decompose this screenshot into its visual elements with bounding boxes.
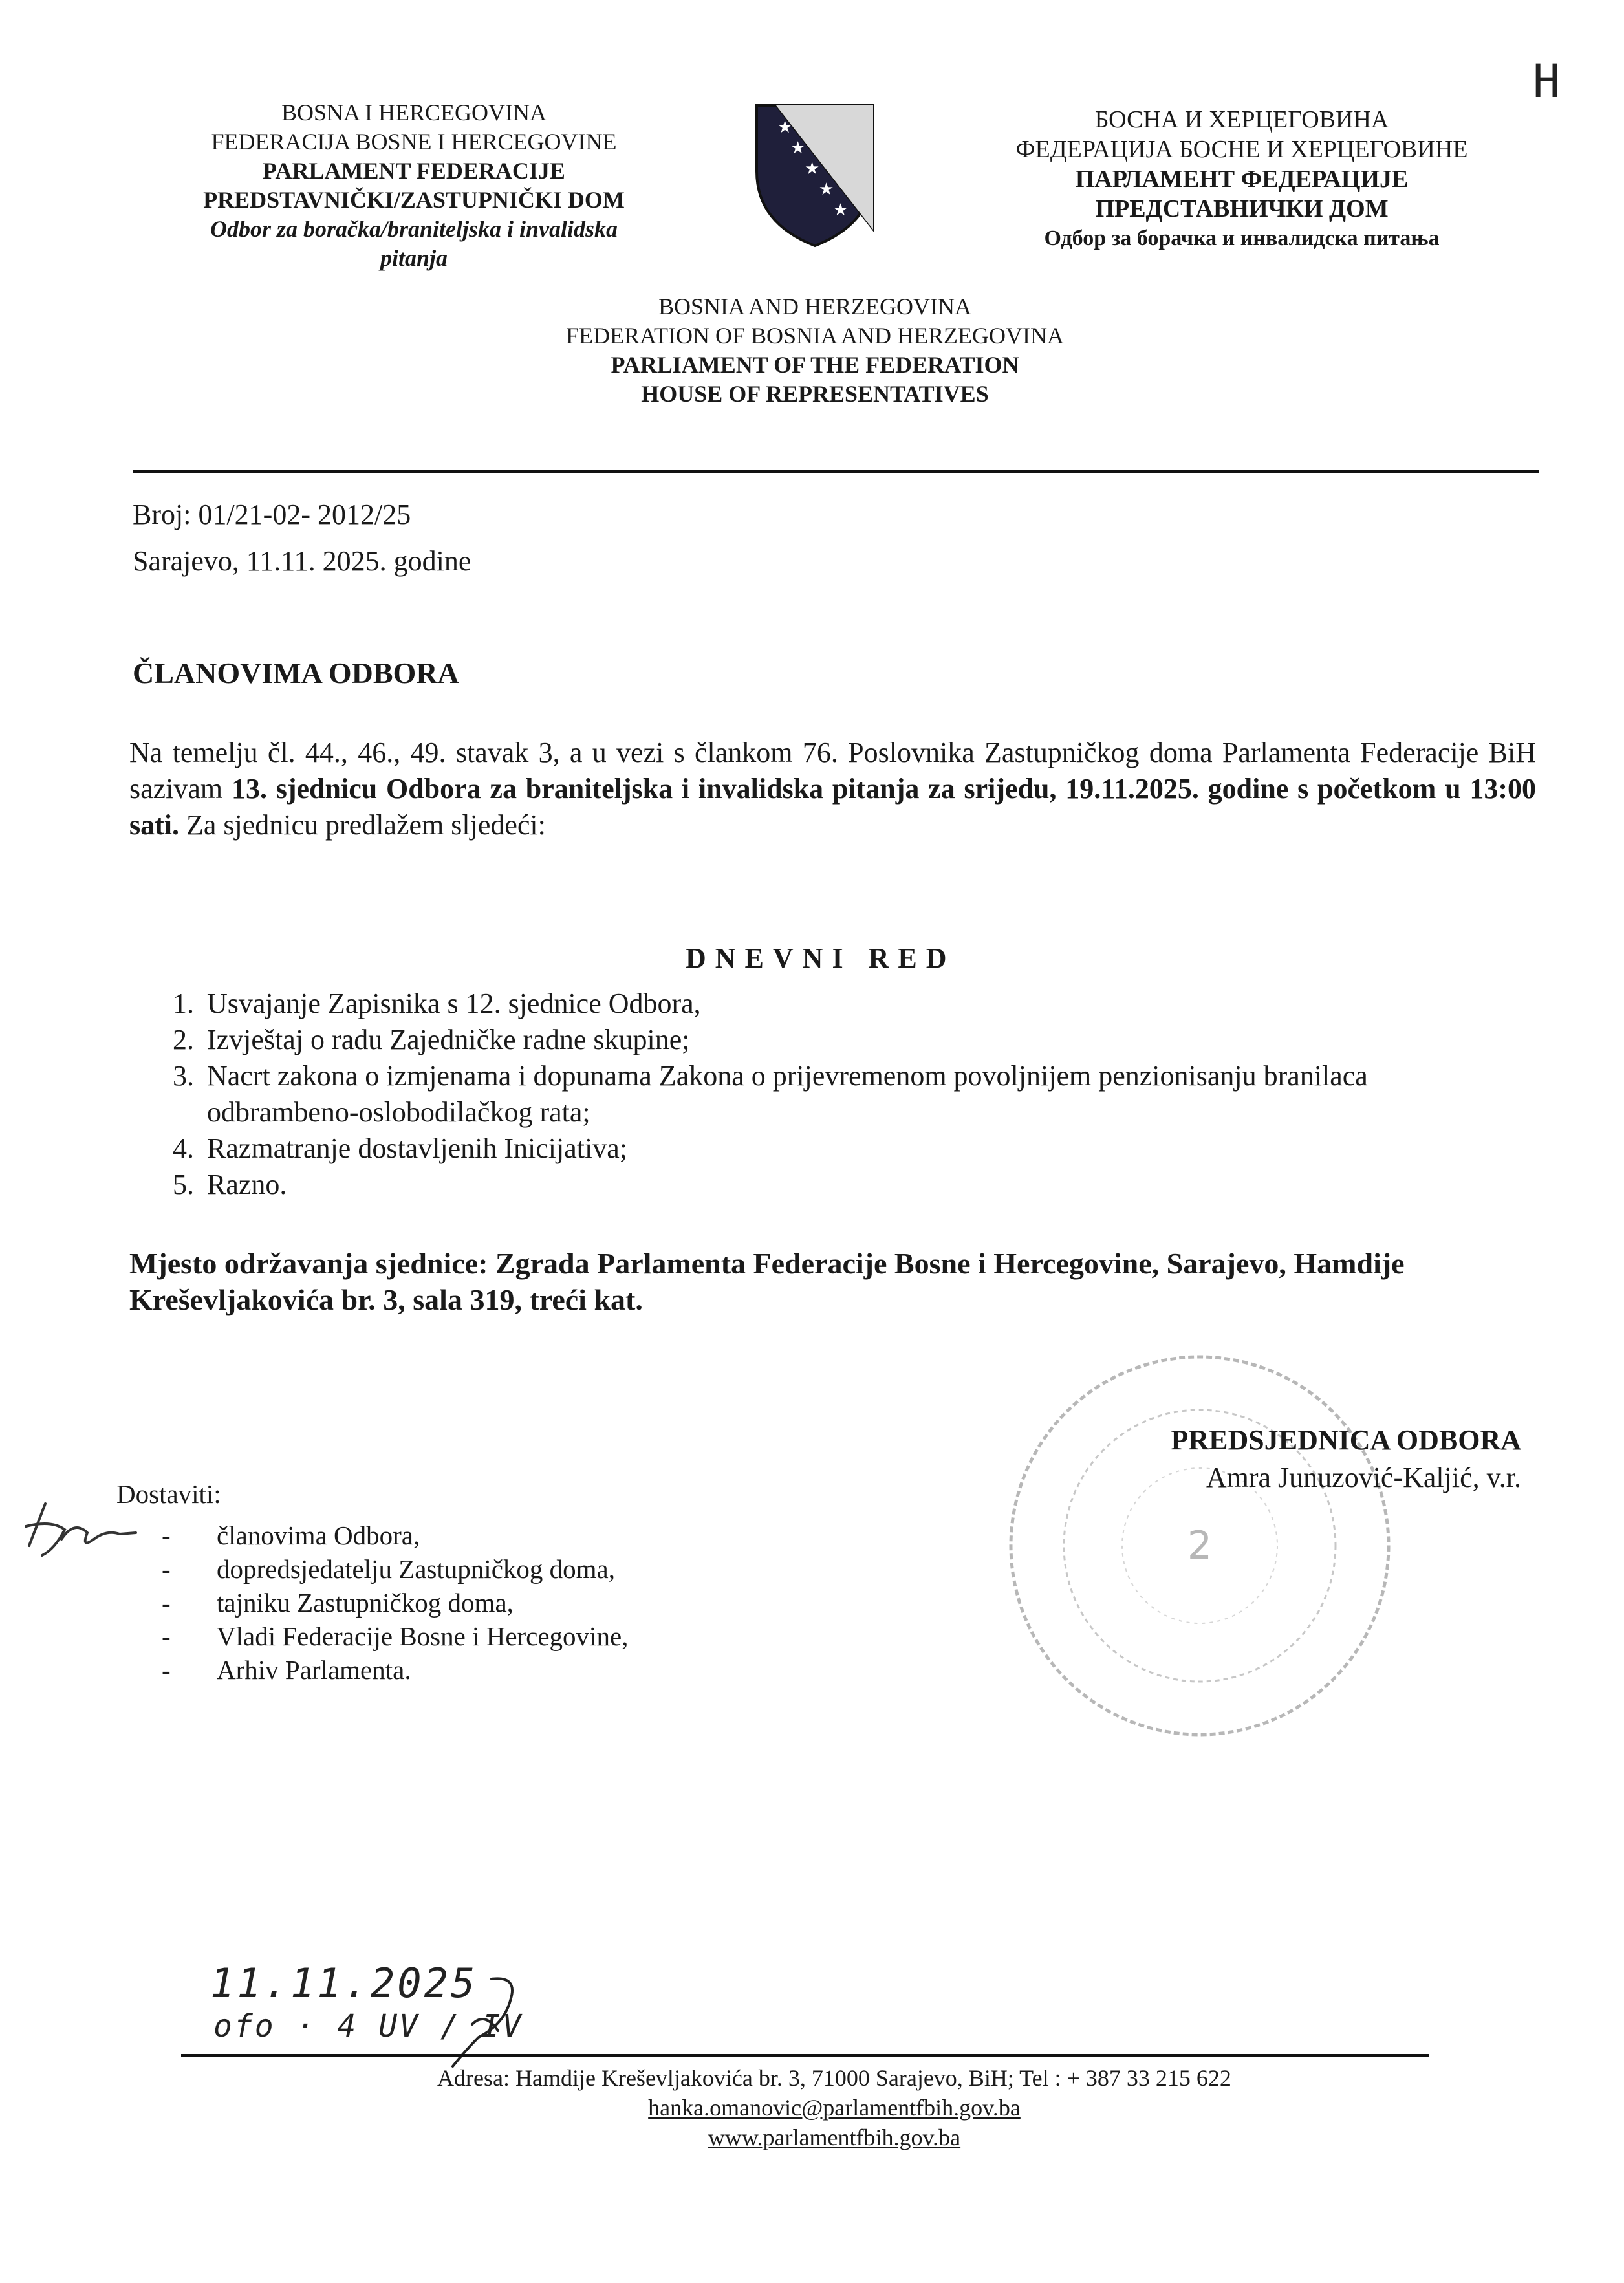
agenda-item <box>155 1058 1526 1131</box>
header-cyrillic-line2: ФЕДЕРАЦИЈА БОСНЕ И ХЕРЦЕГОВИНЕ <box>1015 136 1468 163</box>
agenda-item <box>155 1167 1526 1203</box>
agenda-heading: DNEVNI RED <box>686 942 956 974</box>
distribution-dash: - <box>162 1588 171 1618</box>
distribution-dash: - <box>162 1621 171 1651</box>
intro-paragraph <box>129 735 1536 843</box>
coat-of-arms-icon <box>750 100 880 249</box>
header-english-line2: FEDERATION OF BOSNIA AND HERZEGOVINA <box>565 323 1064 349</box>
distribution-item-text: tajniku Zastupničkog doma, <box>217 1588 514 1618</box>
agenda-item-number: 5. <box>173 1169 194 1200</box>
document-number: Broj: 01/21-02- 2012/25 <box>133 499 411 530</box>
agenda-item-number: 3. <box>173 1060 194 1092</box>
agenda-item-text: Izvještaj o radu Zajedničke radne skupine; <box>207 1024 690 1055</box>
distribution-item-text: Arhiv Parlamenta. <box>217 1655 411 1685</box>
document-date: Sarajevo, 11.11. 2025. godine <box>133 545 471 577</box>
signature-role: PREDSJEDNICA ODBORA <box>1171 1424 1521 1456</box>
handwritten-date: 11.11.2025 <box>210 1960 478 2007</box>
footer-divider <box>181 2054 1429 2057</box>
footer-address: Adresa: Hamdije Kreševljakovića br. 3, 71000 Sarajevo, BiH; Tel : + 387 33 215 622 <box>437 2065 1231 2091</box>
distribution-item <box>162 1653 744 1687</box>
distribution-item <box>162 1619 744 1653</box>
agenda-item-text: Razno. <box>207 1169 287 1200</box>
distribution-item <box>162 1586 744 1619</box>
svg-text:★: ★ <box>833 200 849 220</box>
header-latin-line1: BOSNA I HERCEGOVINA <box>281 100 547 125</box>
distribution-item <box>162 1519 744 1552</box>
header-cyrillic-line3: ПАРЛАМЕНТ ФЕДЕРАЦИЈЕ <box>1075 166 1409 193</box>
intro-bold: 13. sjednicu Odbora za braniteljska i invalidska pitanja za srijedu, 19.11.2025. godine s početkom u 13:00 sati. <box>129 773 1536 841</box>
distribution-item-text: članovima Odbora, <box>217 1520 420 1550</box>
document-meta <box>133 492 471 585</box>
svg-text:★: ★ <box>805 159 820 179</box>
official-stamp-icon <box>999 1345 1400 1746</box>
corner-mark: H <box>1533 55 1561 108</box>
header-divider <box>133 470 1539 473</box>
agenda-item-text: Razmatranje dostavljenih Inicijativa; <box>207 1132 627 1164</box>
header-latin <box>116 98 711 273</box>
svg-text:★: ★ <box>777 118 793 137</box>
header-english <box>466 292 1164 409</box>
header-latin-line4: PREDSTAVNIČKI/ZASTUPNIČKI DOM <box>203 187 625 213</box>
agenda-list <box>155 986 1526 1203</box>
header-latin-line6: pitanja <box>380 245 448 271</box>
distribution-dash: - <box>162 1520 171 1550</box>
svg-text:★: ★ <box>819 180 834 199</box>
handwritten-note: ofo · 4 UV / IV <box>213 2008 523 2044</box>
distribution-dash: - <box>162 1554 171 1584</box>
footer-website-link[interactable]: www.parlamentfbih.gov.ba <box>708 2125 961 2150</box>
distribution-heading: Dostaviti: <box>116 1479 221 1509</box>
header-cyrillic-line4: ПРЕДСТАВНИЧКИ ДОМ <box>1095 195 1389 222</box>
header-cyrillic-line5: Одбор за борачка и инвалидска питања <box>1044 226 1440 250</box>
header-latin-line5: Odbor za boračka/braniteljska i invalidska <box>210 216 618 242</box>
agenda-item <box>155 986 1526 1022</box>
handwritten-initials-icon <box>16 1494 146 1565</box>
meeting-place: Mjesto održavanja sjednice: Zgrada Parlamenta Federacije Bosne i Hercegovine, Sarajevo, Hamdije Kreševljakovića br. 3, sala 319, treći kat. <box>129 1247 1405 1316</box>
agenda-item-number: 4. <box>173 1132 194 1164</box>
distribution-item <box>162 1552 744 1586</box>
header-english-line3: PARLIAMENT OF THE FEDERATION <box>611 352 1019 378</box>
signature-name: Amra Junuzović-Kaljić, v.r. <box>1206 1462 1521 1493</box>
header-english-line4: HOUSE OF REPRESENTATIVES <box>641 381 989 407</box>
distribution-dash: - <box>162 1655 171 1685</box>
distribution-item-text: Vladi Federacije Bosne i Hercegovine, <box>217 1621 629 1651</box>
header-latin-line3: PARLAMENT FEDERACIJE <box>263 158 565 184</box>
footer <box>213 2063 1455 2152</box>
svg-text:★: ★ <box>790 138 806 158</box>
header-cyrillic-line1: БОСНА И ХЕРЦЕГОВИНА <box>1094 106 1389 133</box>
signature-block <box>970 1422 1521 1497</box>
distribution-list <box>162 1519 744 1687</box>
header-english-line1: BOSNIA AND HERZEGOVINA <box>658 294 971 319</box>
svg-text:2: 2 <box>1187 1523 1213 1568</box>
agenda-item <box>155 1022 1526 1058</box>
agenda-item-text: Usvajanje Zapisnika s 12. sjednice Odbora, <box>207 988 701 1019</box>
agenda-item-number: 2. <box>173 1024 194 1055</box>
intro-text-end: Za sjednicu predlažem sljedeći: <box>179 809 546 841</box>
header-latin-line2: FEDERACIJA BOSNE I HERCEGOVINE <box>211 129 617 155</box>
header-cyrillic <box>957 105 1526 254</box>
agenda-item-text: Nacrt zakona o izmjenama i dopunama Zakona o prijevremenom povoljnijem penzionisanju branilaca odbrambeno-oslobodilačkog rata; <box>207 1060 1368 1128</box>
intro-text: Na temelju čl. 44., 46., 49. stavak 3, a u vezi s člankom 76. Poslovnika Zastupničkog doma Parlamenta Federacije BiH sazivam <box>129 737 1536 805</box>
agenda-item <box>155 1131 1526 1167</box>
agenda-item-number: 1. <box>173 988 194 1019</box>
footer-email-link[interactable]: hanka.omanovic@parlamentfbih.gov.ba <box>648 2095 1021 2121</box>
addressee: ČLANOVIMA ODBORA <box>133 656 459 689</box>
distribution-item-text: dopredsjedatelju Zastupničkog doma, <box>217 1554 615 1584</box>
